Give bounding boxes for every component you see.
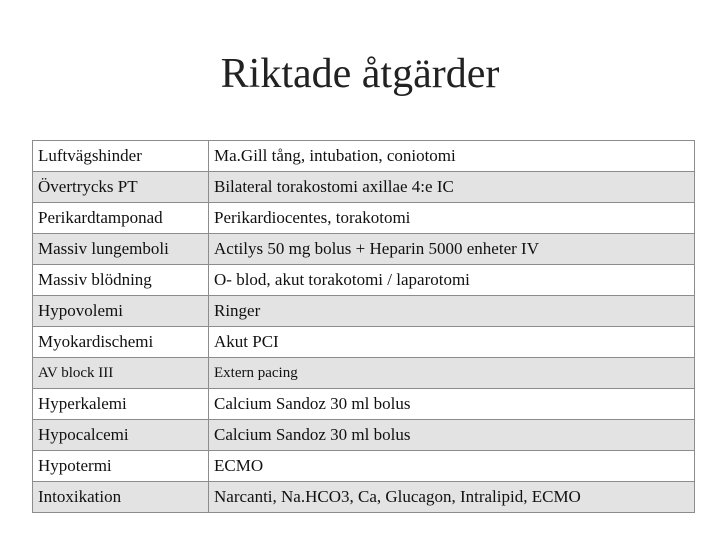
condition-cell: Luftvägshinder [33,141,209,172]
table-row [33,172,695,203]
condition-cell: Myokardischemi [33,327,209,358]
table-row [33,358,695,389]
condition-cell: Perikardtamponad [33,203,209,234]
table-row [33,327,695,358]
table-row [33,482,695,513]
table-row [33,420,695,451]
measures-table-body [33,141,695,513]
action-cell: Perikardiocentes, torakotomi [209,203,695,234]
condition-cell: Intoxikation [33,482,209,513]
condition-cell: Massiv blödning [33,265,209,296]
action-cell: Actilys 50 mg bolus + Heparin 5000 enheter IV [209,234,695,265]
action-cell: Ringer [209,296,695,327]
table-row [33,265,695,296]
measures-table [32,140,695,513]
table-row [33,389,695,420]
action-cell: ECMO [209,451,695,482]
condition-cell: Hypotermi [33,451,209,482]
action-cell: Ma.Gill tång, intubation, coniotomi [209,141,695,172]
condition-cell: Hyperkalemi [33,389,209,420]
table-row [33,451,695,482]
action-cell: Extern pacing [209,358,695,389]
condition-cell: Hypovolemi [33,296,209,327]
action-cell: Narcanti, Na.HCO3, Ca, Glucagon, Intralipid, ECMO [209,482,695,513]
action-cell: Akut PCI [209,327,695,358]
action-cell: Calcium Sandoz 30 ml bolus [209,420,695,451]
condition-cell: Övertrycks PT [33,172,209,203]
action-cell: O- blod, akut torakotomi / laparotomi [209,265,695,296]
condition-cell: Hypocalcemi [33,420,209,451]
table-row [33,296,695,327]
action-cell: Calcium Sandoz 30 ml bolus [209,389,695,420]
slide-title: Riktade åtgärder [220,51,500,97]
table-row [33,234,695,265]
table-row [33,141,695,172]
table-row [33,203,695,234]
condition-cell: AV block III [33,358,209,389]
action-cell: Bilateral torakostomi axillae 4:e IC [209,172,695,203]
condition-cell: Massiv lungemboli [33,234,209,265]
